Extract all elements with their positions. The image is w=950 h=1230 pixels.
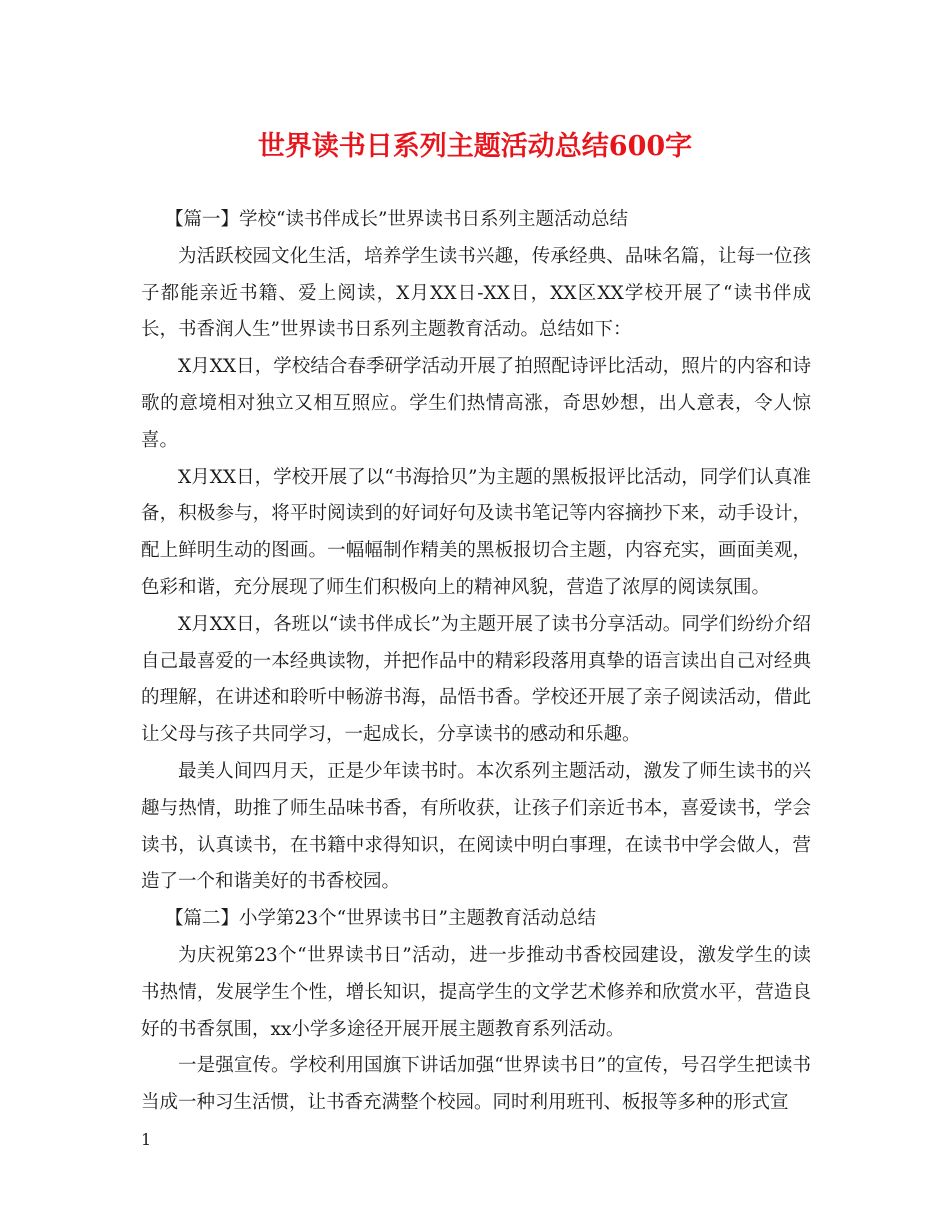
paragraph: 为活跃校园文化生活，培养学生读书兴趣，传承经典、品味名篇，让每一位孩子都能亲近书籍、爱上阅读，X月XX日-XX日，XX区XX学校开展了“读书伴成长，书香润人生”世界读书日系列主题教育活动。总结如下： <box>141 245 811 341</box>
paragraph: 为庆祝第23个“世界读书日”活动，进一步推动书香校园建设，激发学生的读书热情，发展学生个性，增长知识，提高学生的文学艺术修养和欣赏水平，营造良好的书香氛围，xx小学多途径开展开展主题教育系列活动。 <box>141 944 811 1040</box>
section-heading-2: 【篇二】小学第23个“世界读书日”主题教育活动总结 <box>165 908 597 930</box>
paragraph: X月XX日，学校结合春季研学活动开展了拍照配诗评比活动，照片的内容和诗歌的意境相对独立又相互照应。学生们热情高涨，奇思妙想，出人意表，令人惊喜。 <box>141 356 811 451</box>
document-title: 世界读书日系列主题活动总结600字 <box>257 131 693 162</box>
paragraph: X月XX日，学校开展了以“书海拾贝”为主题的黑板报评比活动，同学们认真准备，积极参与，将平时阅读到的好词好句及读书笔记等内容摘抄下来，动手设计，配上鲜明生动的图画。一幅幅制作精美的黑板报切合主题，内容充实，画面美观，色彩和谐，充分展现了师生们积极向上的精神风貌，营造了浓厚的阅读氛围。 <box>141 466 811 598</box>
page-number: 1 <box>141 1130 152 1149</box>
paragraph: X月XX日，各班以“读书伴成长”为主题开展了读书分享活动。同学们纷纷介绍自己最喜爱的一本经典读物，并把作品中的精彩段落用真挚的语言读出自己对经典的理解，在讲述和聆听中畅游书海，品悟书香。学校还开展了亲子阅读活动，借此让父母与孩子共同学习，一起成长，分享读书的感动和乐趣。 <box>141 613 811 746</box>
paragraph: 一是强宣传。学校利用国旗下讲话加强“世界读书日”的宣传，号召学生把读书当成一种习生活惯，让书香充满整个校园。同时利用班刊、板报等多种的形式宣 <box>141 1055 811 1114</box>
document-body <box>141 202 811 1122</box>
paragraph: 最美人间四月天，正是少年读书时。本次系列主题活动，激发了师生读书的兴趣与热情，助推了师生品味书香，有所收获，让孩子们亲近书本，喜爱读书，学会读书，认真读书，在书籍中求得知识，在阅读中明白事理，在读书中学会做人，营造了一个和谐美好的书香校园。 <box>141 760 811 893</box>
section-heading-1: 【篇一】学校“读书伴成长”世界读书日系列主题活动总结 <box>165 209 628 230</box>
